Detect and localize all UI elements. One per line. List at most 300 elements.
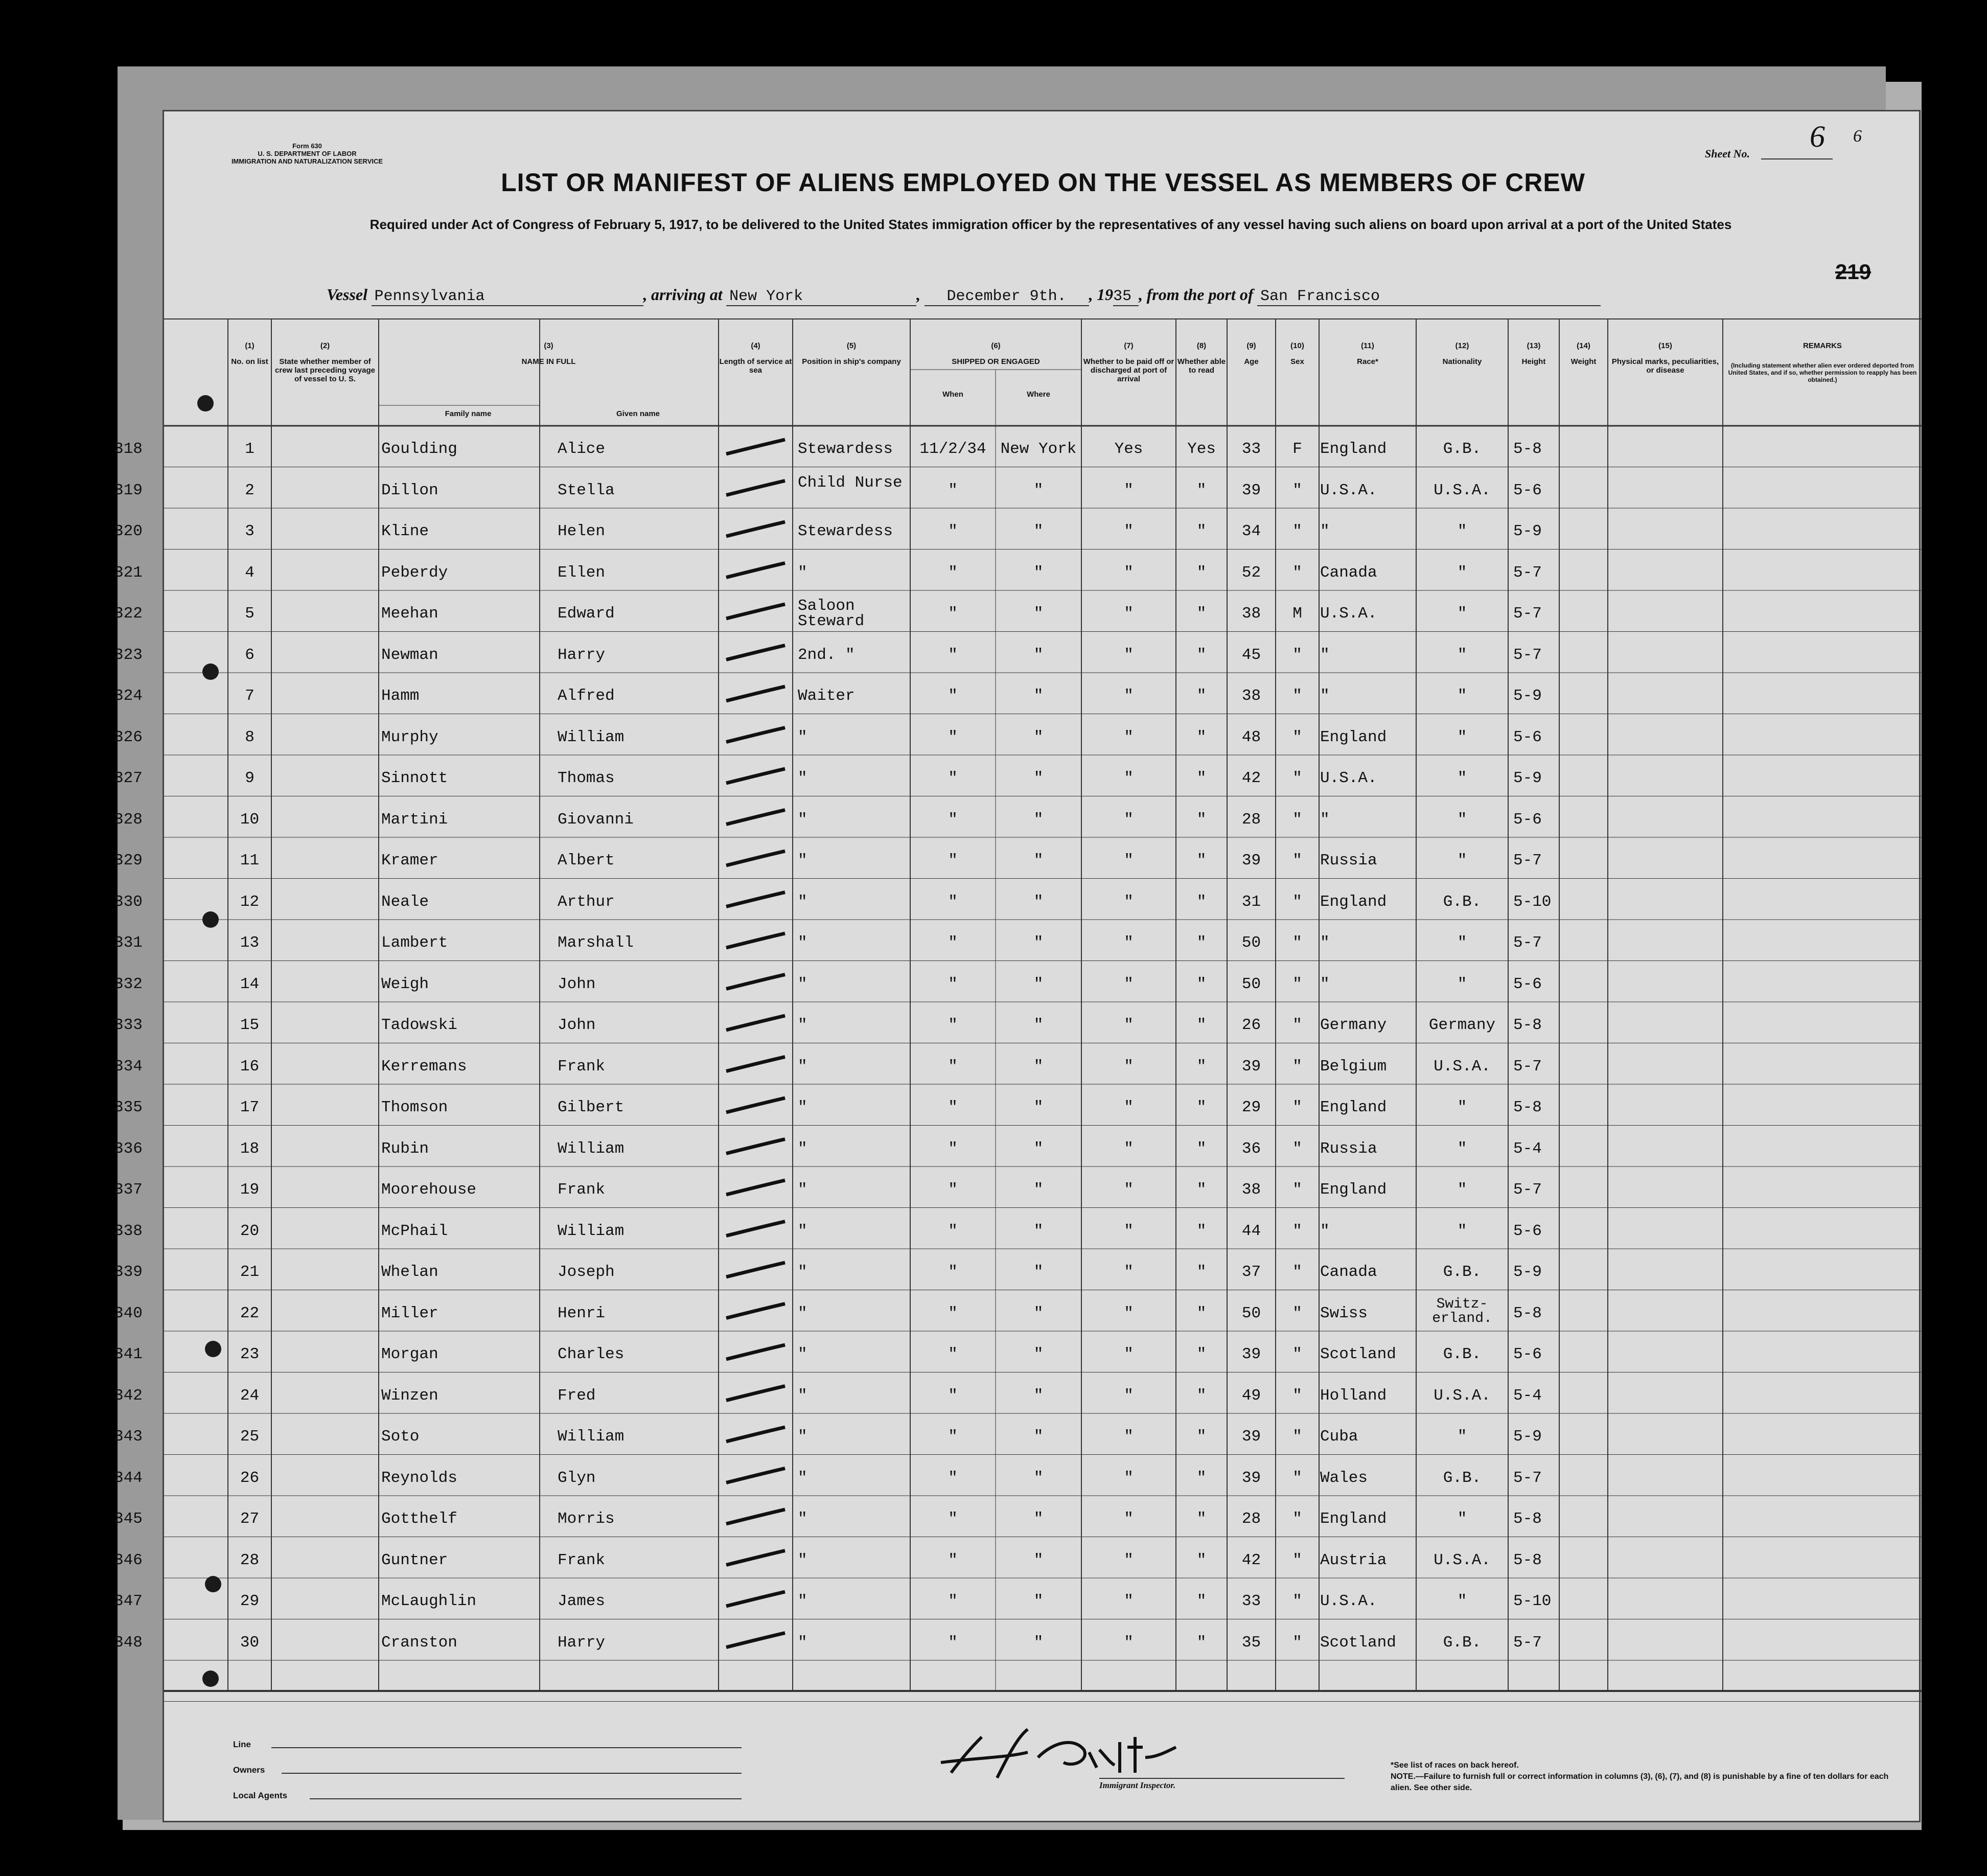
cell-paid-off: " [1124,1345,1134,1363]
cell-age: 39 [1241,1428,1261,1446]
page-title: LIST OR MANIFEST OF ALIENS EMPLOYED ON THE VESSEL AS MEMBERS OF CREW [501,168,1585,197]
header-able-to-read-label: Whether able to read [1177,357,1226,375]
cell-nationality: " [1457,1139,1467,1158]
cell-paid-off: " [1124,852,1134,870]
sheet-underline [1761,158,1833,159]
cell-given-name: John [558,1016,596,1034]
cell-shipped-where: " [1033,687,1044,705]
row-line-number: 331 [114,934,143,952]
header-prior-voyage-label: State whether member of crew last preceding voyage of vessel to U. S. [275,357,375,383]
header-weight-number: (14) [1577,341,1590,350]
cell-no: 3 [245,522,255,540]
from-label: from the port of [1146,285,1254,304]
cell-nationality: " [1457,1222,1467,1240]
line-field [271,1747,742,1748]
row-line-number: 343 [114,1428,143,1446]
binder-hole [205,1576,221,1592]
cell-race: U.S.A. [1320,1592,1377,1610]
cell-shipped-where: " [1033,1633,1044,1652]
header-prior-voyage [271,341,379,383]
cell-height: 5-8 [1513,1304,1542,1322]
cell-family-name: Winzen [381,1386,438,1405]
form-identifier [220,142,394,165]
header-name-in-full-number: (3) [544,341,553,350]
row-line-number: 333 [114,1016,143,1034]
cell-nationality: U.S.A. [1434,1386,1491,1405]
cell-sex: " [1292,1222,1302,1240]
cell-given-name: Joseph [558,1263,615,1281]
row-line-number: 348 [114,1633,143,1652]
cell-no: 16 [240,1057,260,1076]
cell-height: 5-7 [1513,1181,1542,1199]
service-mark [726,481,785,495]
cell-race: Russia [1320,1139,1377,1158]
cell-given-name: Marshall [558,934,634,952]
cell-age: 28 [1241,810,1261,829]
cell-height: 5-6 [1513,810,1542,829]
header-age [1227,341,1276,366]
cell-paid-off: " [1124,1057,1134,1076]
cell-paid-off: " [1124,605,1134,623]
cell-shipped-where: " [1033,563,1044,582]
vessel-name: Pennsylvania [372,288,643,306]
cell-nationality: G.B. [1443,1345,1482,1363]
cell-age: 38 [1241,605,1261,623]
cell-able-to-read: " [1196,810,1207,829]
cell-sex: " [1292,1016,1302,1034]
cell-shipped-when: " [948,852,958,870]
cell-position: " [798,1057,807,1076]
cell-given-name: Glyn [558,1469,596,1487]
cell-given-name: Frank [558,1181,606,1199]
cell-shipped-when: " [948,1181,958,1199]
header-shipped-engaged [910,341,1081,366]
cell-age: 48 [1241,728,1261,746]
cell-able-to-read: Yes [1187,440,1216,458]
cell-height: 5-9 [1513,1428,1542,1446]
cell-shipped-where: " [1033,605,1044,623]
header-shipped-engaged-number: (6) [991,341,1001,350]
service-mark [726,1469,785,1483]
agents-label: Local Agents [233,1791,288,1800]
cell-shipped-where: " [1033,1222,1044,1240]
cell-race: U.S.A. [1320,605,1377,623]
row-line-number: 339 [114,1263,143,1281]
cell-family-name: Miller [381,1304,438,1322]
cell-sex: " [1292,1263,1302,1281]
header-when [910,390,996,399]
service-mark [726,1592,785,1606]
cell-family-name: Morgan [381,1345,438,1363]
cell-race: U.S.A. [1320,481,1377,499]
cell-no: 10 [240,810,260,829]
cell-able-to-read: " [1196,769,1207,787]
cell-height: 5-6 [1513,975,1542,993]
row-line-number: 327 [114,769,143,787]
cell-race: " [1320,975,1330,993]
cell-sex: " [1292,1428,1302,1446]
cell-given-name: Frank [558,1551,606,1569]
header-family-name-label: Family name [445,409,492,418]
cell-paid-off: " [1124,893,1134,911]
cell-shipped-when: " [948,646,958,664]
form-number: Form 630 [292,142,322,150]
cell-age: 49 [1241,1386,1261,1405]
cell-race: Holland [1320,1386,1387,1405]
cell-shipped-where: " [1033,1345,1044,1363]
cell-no: 5 [245,605,255,623]
cell-nationality: " [1457,687,1467,705]
cell-sex: " [1292,810,1302,829]
cell-given-name: William [558,1139,625,1158]
cell-no: 17 [240,1099,260,1116]
cell-position: " [798,769,807,787]
crew-table [114,318,1922,1729]
cell-race: England [1320,440,1387,458]
cell-shipped-where: " [1033,1263,1044,1281]
cell-shipped-when: " [948,1633,958,1652]
service-mark [726,1139,785,1154]
header-height-label: Height [1521,357,1546,366]
header-paid-off [1081,341,1176,383]
cell-race: Canada [1320,1263,1377,1281]
cell-shipped-where: " [1033,481,1044,499]
cell-family-name: Lambert [381,934,448,952]
header-name-in-full-label: NAME IN FULL [521,357,576,366]
cell-race: " [1320,646,1330,664]
cell-no: 21 [240,1263,260,1281]
cell-shipped-when: " [948,563,958,582]
cell-height: 5-6 [1513,481,1542,499]
races-note: *See list of races on back hereof. [1391,1761,1519,1770]
sheet-label: Sheet No. [1705,147,1750,160]
cell-able-to-read: " [1196,1222,1207,1240]
cell-age: 38 [1241,1181,1261,1199]
cell-sex: " [1292,852,1302,870]
cell-paid-off: " [1124,1099,1134,1116]
header-sex-label: Sex [1290,357,1304,366]
cell-sex: M [1292,605,1302,623]
cell-height: 5-7 [1513,605,1542,623]
cell-family-name: McPhail [381,1222,448,1240]
cell-age: 28 [1241,1510,1261,1528]
header-sex [1276,341,1319,366]
cell-shipped-when: " [948,1263,958,1281]
cell-position: " [798,1592,807,1610]
cell-family-name: Peberdy [381,563,448,582]
cell-family-name: Whelan [381,1263,438,1281]
cell-given-name: Helen [558,522,606,540]
cell-sex: " [1292,1551,1302,1569]
cell-paid-off: " [1124,1222,1134,1240]
cell-able-to-read: " [1196,1386,1207,1405]
cell-family-name: Thomson [381,1099,448,1116]
cell-family-name: Martini [381,810,448,829]
cell-given-name: William [558,1222,625,1240]
cell-shipped-where: " [1033,1139,1044,1158]
cell-position: " [798,852,807,870]
cell-shipped-when: " [948,522,958,540]
cell-able-to-read: " [1196,1633,1207,1652]
cell-given-name: Alice [558,440,606,458]
cell-race: England [1320,893,1387,911]
cell-sex: " [1292,1181,1302,1199]
cell-shipped-when: " [948,975,958,993]
cell-nationality: " [1457,810,1467,829]
cell-nationality: " [1457,1510,1467,1528]
cell-paid-off: " [1124,646,1134,664]
cell-paid-off: " [1124,1386,1134,1405]
cell-height: 5-8 [1513,1099,1542,1116]
header-nationality [1416,341,1508,366]
header-length-of-service-label: Length of service at sea [719,357,792,375]
sheet-number-secondary: 6 [1853,127,1862,146]
header-position-number: (5) [846,341,857,350]
cell-shipped-where: " [1033,893,1044,911]
header-where [996,390,1081,399]
header-remarks-note: (Including statement whether alien ever ordered deported from United States, and if so, whether permission to reapply has been obtained.) [1728,362,1917,383]
cell-height: 5-4 [1513,1139,1542,1158]
service-mark [726,1263,785,1277]
binder-hole [197,395,214,411]
cell-given-name: Albert [558,852,615,870]
cell-paid-off: " [1124,687,1134,705]
sheet-number: 6 [1810,120,1825,153]
cell-shipped-where: " [1033,1386,1044,1405]
cell-able-to-read: " [1196,1057,1207,1076]
cell-shipped-where: " [1033,646,1044,664]
cell-age: 50 [1241,1304,1261,1322]
cell-race: " [1320,810,1330,829]
cell-age: 50 [1241,975,1261,993]
header-no-on-list [228,341,271,366]
cell-position: " [798,1551,807,1569]
service-mark [726,687,785,701]
arrival-year: 35 [1113,288,1139,306]
cell-given-name: Henri [558,1304,606,1322]
cell-height: 5-9 [1513,522,1542,540]
cell-sex: F [1292,440,1302,458]
row-line-number: 347 [114,1592,143,1610]
cell-able-to-read: " [1196,1304,1207,1322]
cell-paid-off: " [1124,728,1134,746]
row-line-number: 341 [114,1345,143,1363]
cell-nationality: " [1457,646,1467,664]
cell-family-name: Sinnott [381,769,448,787]
cell-paid-off: " [1124,934,1134,952]
cell-family-name: Cranston [381,1633,457,1652]
cell-shipped-when: " [948,1592,958,1610]
cell-shipped-where: " [1033,522,1044,540]
cell-nationality: " [1457,1099,1467,1116]
header-race-number: (11) [1361,341,1374,350]
cell-height: 5-7 [1513,1469,1542,1487]
cell-sex: " [1292,522,1302,540]
service-mark [726,522,785,536]
cell-given-name: Morris [558,1510,615,1528]
header-nationality-label: Nationality [1442,357,1482,366]
cell-given-name: Ellen [558,563,606,582]
cell-shipped-when: " [948,728,958,746]
header-paid-off-number: (7) [1124,341,1134,350]
cell-family-name: Meehan [381,605,438,623]
cell-sex: " [1292,687,1302,705]
cell-height: 5-7 [1513,1633,1542,1652]
cell-shipped-where: New York [1000,440,1077,458]
cell-family-name: Kerremans [381,1057,467,1076]
cell-shipped-where: " [1033,1181,1044,1199]
cell-nationality: U.S.A. [1434,481,1491,499]
service-mark [726,604,785,619]
header-family-name [379,409,558,418]
row-line-number: 344 [114,1469,143,1487]
row-line-number: 336 [114,1139,143,1158]
cell-given-name: William [558,1428,625,1446]
header-paid-off-label: Whether to be paid off or discharged at port of arrival [1083,357,1174,383]
agents-field [310,1798,742,1799]
service-name: IMMIGRATION AND NATURALIZATION SERVICE [231,157,383,165]
row-line-number: 322 [114,605,143,623]
cell-shipped-when: " [948,1304,958,1322]
cell-age: 33 [1241,1592,1261,1610]
cell-height: 5-8 [1513,440,1542,458]
cell-no: 25 [240,1428,260,1446]
cell-shipped-when: " [948,1099,958,1116]
cell-family-name: Newman [381,646,438,664]
cell-paid-off: " [1124,769,1134,787]
cell-height: 5-8 [1513,1016,1542,1034]
cell-height: 5-8 [1513,1510,1542,1528]
cell-nationality: G.B. [1443,1633,1482,1652]
cell-shipped-where: " [1033,1592,1044,1610]
header-sex-number: (10) [1290,341,1304,350]
service-mark [726,851,785,865]
row-line-number: 321 [114,563,143,582]
cell-age: 39 [1241,481,1261,499]
manifest-sheet [114,110,1921,1822]
cell-height: 5-7 [1513,646,1542,664]
cell-height: 5-6 [1513,728,1542,746]
cell-race: Wales [1320,1469,1368,1487]
cell-given-name: Edward [558,605,615,623]
cell-age: 52 [1241,563,1261,582]
cell-position: " [798,1181,807,1199]
row-line-number: 337 [114,1181,143,1199]
vessel-label: Vessel [327,285,367,304]
header-shipped-engaged-label: SHIPPED OR ENGAGED [952,357,1040,366]
service-mark [726,975,785,989]
cell-no: 26 [240,1469,260,1487]
cell-given-name: William [558,728,625,746]
cell-able-to-read: " [1196,1551,1207,1569]
cell-nationality: " [1457,975,1467,993]
cell-shipped-when: " [948,1386,958,1405]
cell-given-name: Frank [558,1057,606,1076]
cell-position: " [798,975,807,993]
cell-shipped-when: " [948,1428,958,1446]
binder-hole [205,1341,221,1357]
header-given-name [558,409,719,418]
cell-age: 39 [1241,1469,1261,1487]
row-line-number: 330 [114,893,143,911]
cell-shipped-when: " [948,605,958,623]
cell-no: 27 [240,1510,260,1528]
owners-label: Owners [233,1765,265,1775]
header-physical-marks-number: (15) [1658,341,1672,350]
cell-paid-off: Yes [1114,440,1143,458]
cell-family-name: Kline [381,522,429,540]
cell-height: 5-7 [1513,563,1542,582]
cell-shipped-where: " [1033,810,1044,829]
cell-nationality: " [1457,934,1467,952]
service-mark [726,1057,785,1071]
row-line-number: 319 [114,481,143,499]
cell-race: England [1320,1099,1387,1116]
cell-sex: " [1292,481,1302,499]
cell-height: 5-4 [1513,1386,1542,1405]
row-line-number: 342 [114,1386,143,1405]
cell-able-to-read: " [1196,1139,1207,1158]
cell-family-name: Soto [381,1428,420,1446]
cell-able-to-read: " [1196,522,1207,540]
cell-age: 33 [1241,440,1261,458]
cell-age: 39 [1241,1057,1261,1076]
cell-sex: " [1292,646,1302,664]
service-mark [726,1098,785,1112]
row-line-number: 329 [114,852,143,870]
cell-paid-off: " [1124,1551,1134,1569]
cell-position: Waiter [798,687,855,705]
cell-no: 15 [240,1016,260,1034]
footnote [1391,1760,1902,1794]
service-mark [726,769,785,783]
cell-age: 26 [1241,1016,1261,1034]
cell-able-to-read: " [1196,1099,1207,1116]
cell-family-name: Reynolds [381,1469,457,1487]
cell-shipped-where: " [1033,1551,1044,1569]
cell-able-to-read: " [1196,481,1207,499]
cell-sex: " [1292,728,1302,746]
cell-family-name: Weigh [381,975,429,993]
header-given-name-label: Given name [616,409,660,418]
cell-paid-off: " [1124,481,1134,499]
row-line-number: 318 [114,440,143,458]
cell-position: " [798,728,807,746]
cell-race: Scotland [1320,1633,1396,1652]
service-mark [726,1427,785,1442]
header-no-on-list-label: No. on list [231,357,268,366]
cell-no: 7 [245,687,255,705]
cell-no: 20 [240,1222,260,1240]
cell-age: 35 [1241,1633,1261,1652]
row-line-number: 324 [114,687,143,705]
cell-nationality: " [1457,1592,1467,1610]
cell-nationality: G.B. [1443,440,1482,458]
header-weight-label: Weight [1570,357,1597,366]
cell-given-name: Thomas [558,769,615,787]
cell-paid-off: " [1124,810,1134,829]
cell-paid-off: " [1124,1633,1134,1652]
cell-nationality: " [1457,1428,1467,1446]
row-line-number: 338 [114,1222,143,1240]
cell-position: 2nd. " [798,646,855,664]
cell-age: 34 [1241,522,1261,540]
cell-nationality: " [1457,605,1467,623]
cell-no: 23 [240,1345,260,1363]
cell-given-name: Arthur [558,893,615,911]
cell-shipped-where: " [1033,1099,1044,1116]
cell-given-name: John [558,975,596,993]
